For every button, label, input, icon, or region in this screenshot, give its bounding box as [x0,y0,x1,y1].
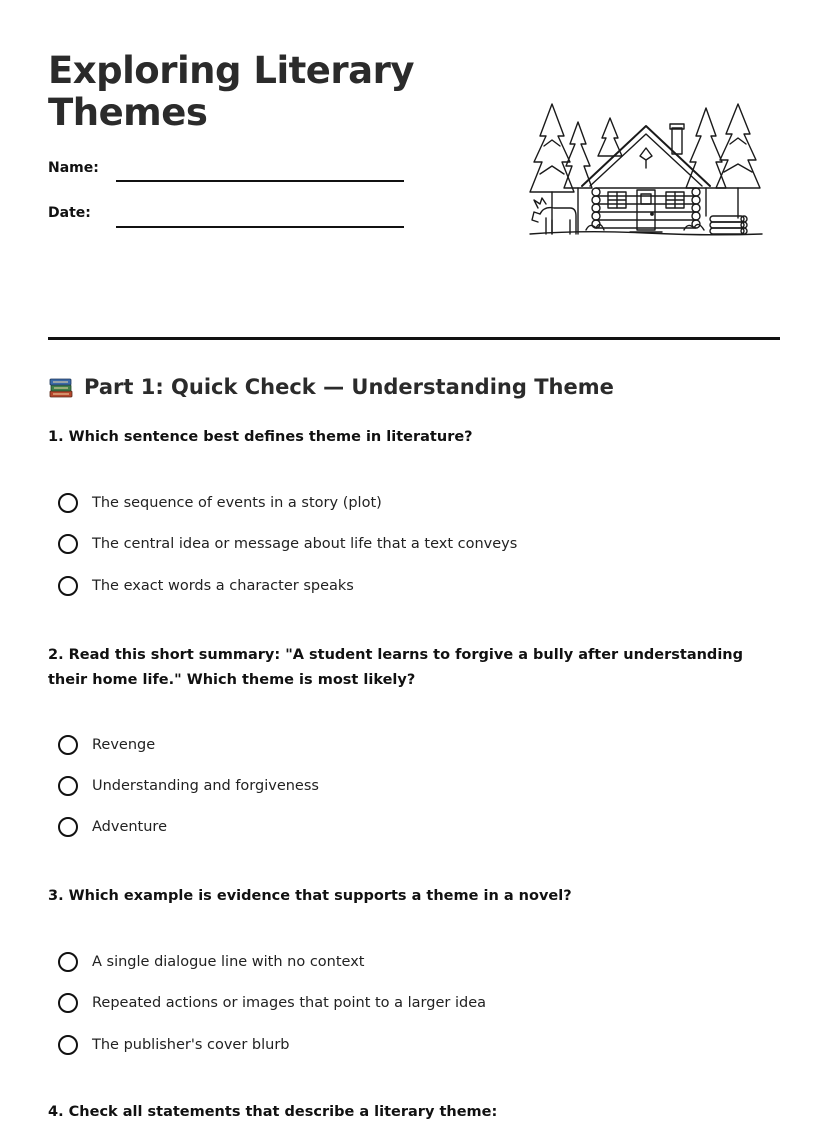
log-pile [710,216,747,234]
radio-button[interactable] [58,817,78,837]
option-label: Adventure [92,819,167,835]
radio-button[interactable] [58,993,78,1013]
date-label: Date: [48,205,91,221]
part1-heading-text: Part 1: Quick Check — Understanding Theme [84,375,614,399]
option-label: Repeated actions or images that point to a larger idea [92,995,486,1011]
pine-tree-left [530,104,574,234]
radio-button[interactable] [58,493,78,513]
radio-button[interactable] [58,776,78,796]
option-label: The sequence of events in a story (plot) [92,495,382,511]
option-label: A single dialogue line with no context [92,954,365,970]
option-label: The central idea or message about life that a text conveys [92,536,518,552]
q1-option-3[interactable] [58,574,354,598]
page-title: Exploring Literary Themes [48,49,414,134]
q2-option-1[interactable] [58,733,155,757]
moose [532,198,576,234]
log-cabin-illustration [524,96,768,246]
option-label: The publisher's cover blurb [92,1037,290,1053]
radio-button[interactable] [58,534,78,554]
pine-tree-left-3 [598,118,622,156]
question-2: 2. Read this short summary: "A student learns to forgive a bully after understanding their home life." Which theme is most likely? [48,647,743,688]
q1-option-1[interactable] [58,491,382,515]
option-label: Revenge [92,737,156,753]
option-label: The exact words a character speaks [92,578,354,594]
radio-button[interactable] [58,1035,78,1055]
q2-option-3[interactable] [58,815,167,839]
radio-button[interactable] [58,576,78,596]
pine-tree-right [716,104,760,218]
date-field-line[interactable] [116,226,404,228]
section-divider [48,337,780,340]
part1-heading [48,374,614,400]
q3-option-2[interactable] [58,991,486,1015]
name-label: Name: [48,160,99,176]
q3-option-1[interactable] [58,950,364,974]
cabin [582,124,710,232]
pine-tree-left-2 [564,122,592,234]
radio-button[interactable] [58,735,78,755]
option-label: Understanding and forgiveness [92,778,319,794]
question-1: 1. Which sentence best defines theme in literature? [48,429,473,445]
q1-option-2[interactable] [58,532,517,556]
radio-button[interactable] [58,952,78,972]
q2-option-2[interactable] [58,774,319,798]
question-4: 4. Check all statements that describe a literary theme: [48,1104,498,1120]
question-3: 3. Which example is evidence that supports a theme in a novel? [48,888,572,904]
books-icon [48,374,74,400]
name-field-line[interactable] [116,180,404,182]
q3-option-3[interactable] [58,1033,290,1057]
